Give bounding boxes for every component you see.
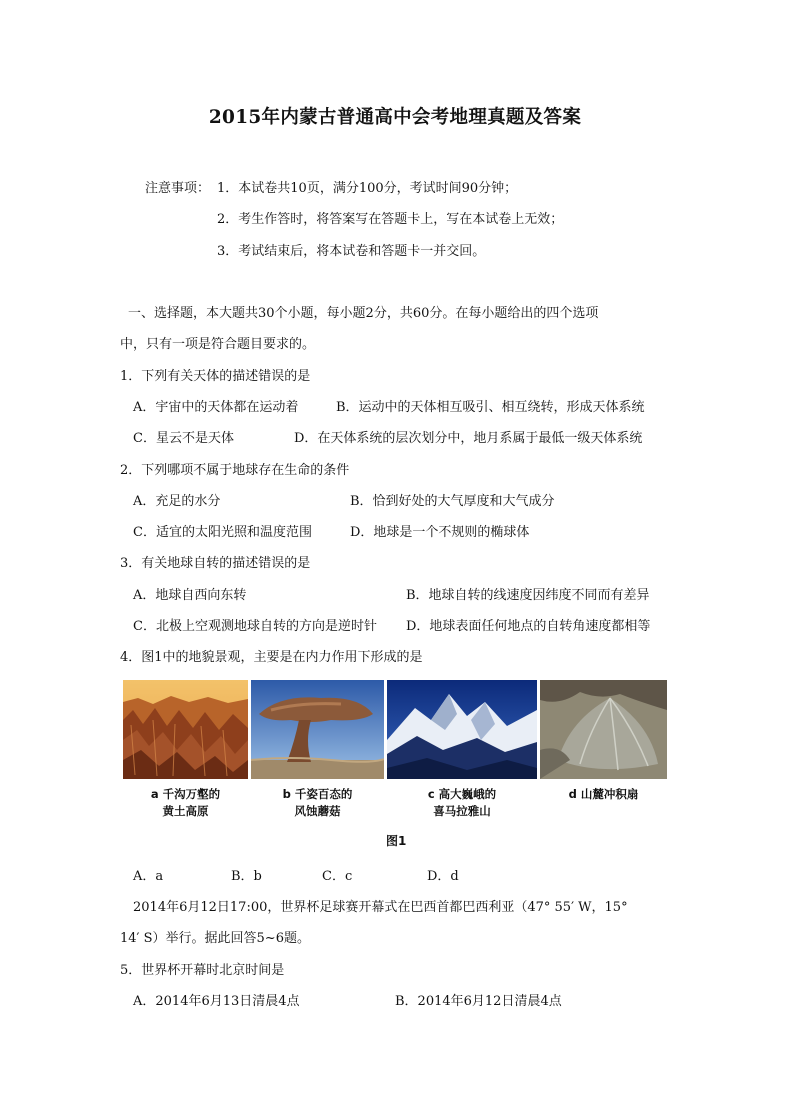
q2-option-b: B．恰到好处的大气厚度和大气成分 bbox=[350, 494, 555, 509]
photo-alluvial-fan bbox=[540, 680, 667, 779]
caption-line: c 高大巍峨的 bbox=[427, 787, 497, 801]
caption-line: 风蚀蘑菇 bbox=[294, 804, 341, 818]
figure-caption-c bbox=[387, 786, 537, 820]
q5-stem: 5．世界杯开幕时北京时间是 bbox=[120, 963, 285, 978]
q1-stem: 1．下列有关天体的描述错误的是 bbox=[120, 369, 311, 384]
note-item: 1．本试卷共10页，满分100分，考试时间90分钟； bbox=[217, 181, 518, 196]
photo-loess-plateau bbox=[123, 680, 248, 779]
q3-stem: 3．有关地球自转的描述错误的是 bbox=[120, 556, 311, 571]
notes-label: 注意事项： bbox=[145, 181, 211, 196]
q4-option-c: C．c bbox=[322, 869, 353, 884]
section-header-line1: 一、选择题，本大题共30个小题，每小题2分，共60分。在每小题给出的四个选项 bbox=[128, 306, 599, 321]
q3-option-c: C．北极上空观测地球自转的方向是逆时针 bbox=[133, 619, 377, 634]
caption-line: a 千沟万壑的 bbox=[150, 787, 221, 801]
figure-caption-a bbox=[123, 786, 248, 820]
note-item: 2．考生作答时，将答案写在答题卡上，写在本试卷上无效； bbox=[217, 212, 564, 227]
passage-line1: 2014年6月12日17:00，世界杯足球赛开幕式在巴西首都巴西利亚（47° 55′ W，15° bbox=[133, 900, 628, 915]
q4-option-a: A．a bbox=[133, 869, 164, 884]
q1-option-a: A．宇宙中的天体都在运动着 bbox=[133, 400, 299, 415]
note-item: 3．考试结束后，将本试卷和答题卡一并交回。 bbox=[217, 244, 486, 259]
q4-option-b: B．b bbox=[231, 869, 262, 884]
q1-option-c: C．星云不是天体 bbox=[133, 431, 234, 446]
caption-line: 喜马拉雅山 bbox=[433, 804, 491, 818]
q1-option-b: B．运动中的天体相互吸引、相互绕转，形成天体系统 bbox=[336, 400, 645, 415]
figure-label: 图1 bbox=[386, 834, 407, 848]
q2-option-c: C．适宜的太阳光照和温度范围 bbox=[133, 525, 312, 540]
section-header-line2: 中，只有一项是符合题目要求的。 bbox=[120, 337, 316, 352]
figure-caption-d bbox=[540, 786, 667, 803]
q4-stem: 4．图1中的地貌景观，主要是在内力作用下形成的是 bbox=[120, 650, 423, 665]
figure-caption-b bbox=[251, 786, 384, 820]
q5-option-a: A．2014年6月13日清晨4点 bbox=[133, 994, 300, 1009]
q1-option-d: D．在天体系统的层次划分中，地月系属于最低一级天体系统 bbox=[294, 431, 643, 446]
q2-stem: 2．下列哪项不属于地球存在生命的条件 bbox=[120, 463, 350, 478]
q3-option-d: D．地球表面任何地点的自转角速度都相等 bbox=[406, 619, 651, 634]
q3-option-b: B．地球自转的线速度因纬度不同而有差异 bbox=[406, 588, 650, 603]
caption-line: 黄土高原 bbox=[162, 804, 209, 818]
q2-option-d: D．地球是一个不规则的椭球体 bbox=[350, 525, 530, 540]
q5-option-b: B．2014年6月12日清晨4点 bbox=[395, 994, 562, 1009]
q2-option-a: A．充足的水分 bbox=[133, 494, 221, 509]
q3-option-a: A．地球自西向东转 bbox=[133, 588, 247, 603]
q4-option-d: D．d bbox=[427, 869, 459, 884]
photo-mushroom-rock bbox=[251, 680, 384, 779]
passage-line2: 14′ S）举行。据此回答5~6题。 bbox=[120, 931, 310, 946]
photo-himalaya bbox=[387, 680, 537, 779]
caption-line: d 山麓冲积扇 bbox=[568, 787, 639, 801]
caption-line: b 千姿百态的 bbox=[282, 787, 353, 801]
page-title: 2015年内蒙古普通高中会考地理真题及答案 bbox=[208, 107, 582, 128]
